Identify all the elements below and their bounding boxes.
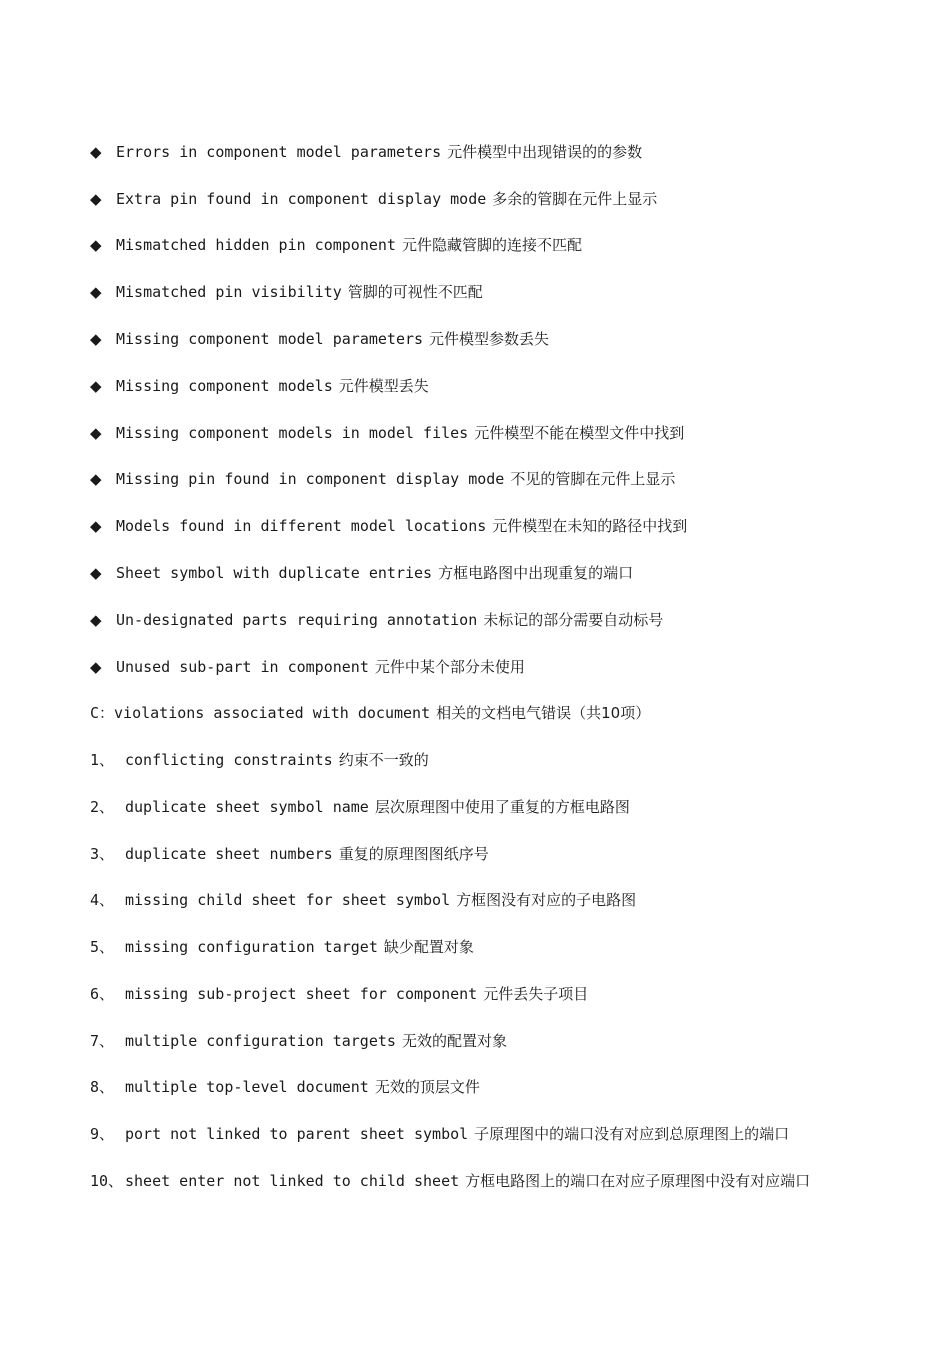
item-en: Missing component models in model files <box>116 424 469 442</box>
numbered-item <box>90 1122 930 1146</box>
diamond-bullet-icon: ◆ <box>90 564 102 582</box>
section-heading-en: C：violations associated with document <box>90 704 431 722</box>
item-number: 9、 <box>90 1125 115 1143</box>
item-cn: 无效的配置对象 <box>401 1032 507 1050</box>
item-en: missing sub-project sheet for component <box>125 985 478 1003</box>
item-cn: 方框电路图上的端口在对应子原理图中没有对应端口 <box>465 1172 811 1190</box>
item-en: multiple configuration targets <box>125 1032 396 1050</box>
bullet-item <box>90 467 930 491</box>
item-number: 1、 <box>90 751 115 769</box>
item-en: Sheet symbol with duplicate entries <box>116 564 433 582</box>
item-cn: 无效的顶层文件 <box>374 1078 480 1096</box>
item-cn: 重复的原理图图纸序号 <box>338 845 489 863</box>
diamond-bullet-icon: ◆ <box>90 190 102 208</box>
item-cn: 层次原理图中使用了重复的方框电路图 <box>374 798 630 816</box>
numbered-item <box>90 842 930 866</box>
numbered-item <box>90 982 930 1006</box>
item-number: 8、 <box>90 1078 115 1096</box>
item-en: Extra pin found in component display mode <box>116 190 487 208</box>
item-cn: 多余的管脚在元件上显示 <box>492 190 658 208</box>
item-cn: 方框电路图中出现重复的端口 <box>438 564 634 582</box>
item-en: missing child sheet for sheet symbol <box>125 891 451 909</box>
diamond-bullet-icon: ◆ <box>90 330 102 348</box>
numbered-item <box>90 748 930 772</box>
item-number: 10、 <box>90 1172 124 1190</box>
item-cn: 元件丢失子项目 <box>483 985 589 1003</box>
bullet-item <box>90 327 930 351</box>
bullet-item <box>90 374 930 398</box>
diamond-bullet-icon: ◆ <box>90 424 102 442</box>
bullet-item <box>90 561 930 585</box>
item-en: conflicting constraints <box>125 751 333 769</box>
diamond-bullet-icon: ◆ <box>90 658 102 676</box>
diamond-bullet-icon: ◆ <box>90 377 102 395</box>
bullet-item <box>90 187 930 211</box>
item-cn: 元件模型参数丢失 <box>429 330 550 348</box>
diamond-bullet-icon: ◆ <box>90 236 102 254</box>
numbered-item <box>90 1075 930 1099</box>
item-en: sheet enter not linked to child sheet <box>125 1172 460 1190</box>
item-number: 3、 <box>90 845 115 863</box>
diamond-bullet-icon: ◆ <box>90 611 102 629</box>
item-cn: 元件模型丢失 <box>338 377 429 395</box>
item-cn: 方框图没有对应的子电路图 <box>456 891 637 909</box>
item-number: 4、 <box>90 891 115 909</box>
item-en: Missing pin found in component display mode <box>116 470 505 488</box>
numbered-item <box>90 1029 930 1053</box>
section-heading-cn: 相关的文档电气错误（共10项） <box>436 704 651 722</box>
item-cn: 元件中某个部分未使用 <box>374 658 525 676</box>
item-number: 6、 <box>90 985 115 1003</box>
numbered-item <box>90 795 930 819</box>
item-cn: 元件模型在未知的路径中找到 <box>492 517 688 535</box>
item-en: multiple top-level document <box>125 1078 369 1096</box>
item-en: missing configuration target <box>125 938 378 956</box>
section-heading <box>90 701 930 725</box>
item-en: duplicate sheet numbers <box>125 845 333 863</box>
item-en: Mismatched pin visibility <box>116 283 342 301</box>
bullet-item <box>90 233 930 257</box>
item-en: Missing component models <box>116 377 333 395</box>
item-cn: 未标记的部分需要自动标号 <box>483 611 664 629</box>
item-en: duplicate sheet symbol name <box>125 798 369 816</box>
bullet-item <box>90 514 930 538</box>
bullet-item <box>90 280 930 304</box>
item-en: port not linked to parent sheet symbol <box>125 1125 469 1143</box>
diamond-bullet-icon: ◆ <box>90 283 102 301</box>
item-cn: 约束不一致的 <box>338 751 429 769</box>
numbered-item <box>90 935 930 959</box>
item-cn: 管脚的可视性不匹配 <box>347 283 483 301</box>
item-en: Mismatched hidden pin component <box>116 236 396 254</box>
numbered-item <box>90 1169 930 1193</box>
diamond-bullet-icon: ◆ <box>90 470 102 488</box>
bullet-item <box>90 140 930 164</box>
item-cn: 不见的管脚在元件上显示 <box>510 470 676 488</box>
bullet-item <box>90 655 930 679</box>
item-cn: 元件模型中出现错误的的参数 <box>447 143 643 161</box>
item-en: Models found in different model locations <box>116 517 487 535</box>
bullet-item <box>90 608 930 632</box>
item-cn: 子原理图中的端口没有对应到总原理图上的端口 <box>474 1125 790 1143</box>
item-cn: 缺少配置对象 <box>383 938 474 956</box>
diamond-bullet-icon: ◆ <box>90 517 102 535</box>
item-en: Un-designated parts requiring annotation <box>116 611 478 629</box>
item-cn: 元件隐藏管脚的连接不匹配 <box>401 236 582 254</box>
item-number: 5、 <box>90 938 115 956</box>
item-cn: 元件模型不能在模型文件中找到 <box>474 424 685 442</box>
item-number: 2、 <box>90 798 115 816</box>
diamond-bullet-icon: ◆ <box>90 143 102 161</box>
item-en: Errors in component model parameters <box>116 143 442 161</box>
item-en: Missing component model parameters <box>116 330 424 348</box>
item-number: 7、 <box>90 1032 115 1050</box>
item-en: Unused sub-part in component <box>116 658 369 676</box>
numbered-item <box>90 888 930 912</box>
bullet-item <box>90 421 930 445</box>
